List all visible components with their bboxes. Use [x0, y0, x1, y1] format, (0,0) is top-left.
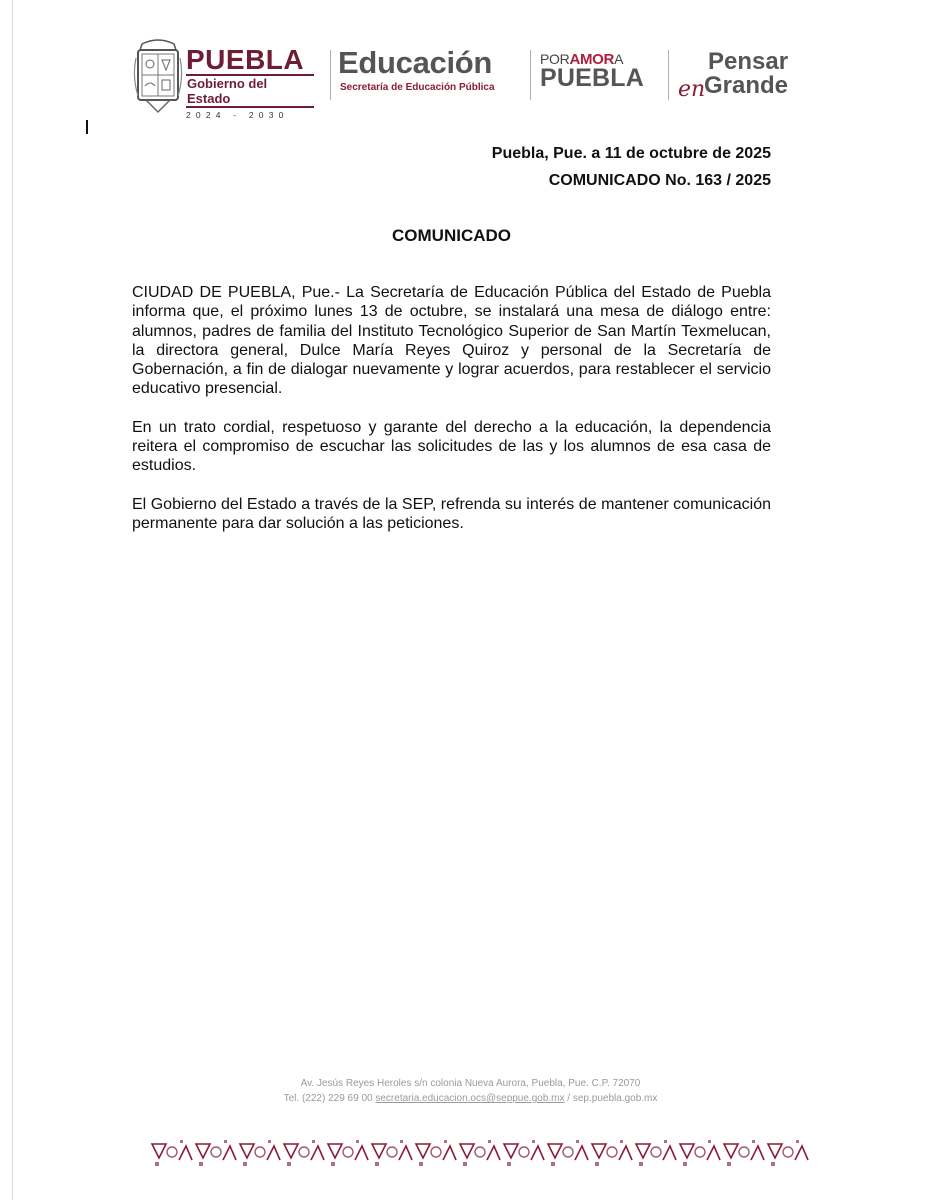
amor-text: AMOR: [569, 51, 615, 68]
por-amor-a-puebla-logo: [540, 52, 644, 90]
document-body: [132, 283, 771, 552]
document-title: COMUNICADO: [392, 226, 511, 245]
administration-years: 2024 - 2030: [186, 110, 289, 120]
document-date: Puebla, Pue. a 11 de octubre de 2025: [491, 145, 771, 162]
educacion-logo: [338, 46, 495, 93]
pensar-en-grande-logo: [678, 50, 818, 110]
logo-divider: [668, 50, 669, 100]
amor-puebla-wordmark: PUEBLA: [540, 64, 644, 92]
body-paragraph: El Gobierno del Estado a través de la SEP, refrenda su interés de mantener comunicación permanente para dar solución a las peticiones.: [132, 495, 771, 532]
educacion-wordmark: Educación: [338, 45, 493, 80]
footer-contact-line: [0, 1091, 941, 1106]
footer: [0, 1076, 941, 1106]
amor-por-text: POR: [540, 51, 570, 67]
decorative-pattern-band: [150, 1136, 820, 1172]
page-border: [12, 0, 13, 1200]
footer-address: Av. Jesús Reyes Heroles s/n colonia Nueva Aurora, Puebla, Pue. C.P. 72070: [300, 1078, 641, 1089]
puebla-government-logo: [186, 46, 314, 120]
footer-separator: /: [567, 1093, 571, 1104]
gobierno-del-estado-label: Gobierno del Estado: [186, 74, 314, 108]
state-coat-of-arms-icon: [132, 36, 184, 114]
footer-tel: Tel. (222) 229 69 00: [283, 1093, 373, 1104]
footer-website: sep.puebla.gob.mx: [572, 1093, 658, 1104]
secretaria-label: Secretaría de Educación Pública: [340, 82, 495, 93]
logo-divider: [530, 50, 531, 100]
en-wordmark: en: [678, 77, 706, 102]
logo-divider: [330, 50, 331, 100]
amor-a-text: A: [614, 51, 624, 67]
text-cursor: [86, 120, 88, 134]
letterhead: [130, 32, 820, 120]
footer-email-link[interactable]: secretaria.educacion.ocs@seppue.gob.mx: [375, 1093, 565, 1104]
puebla-wordmark: PUEBLA: [186, 44, 305, 75]
pensar-wordmark: Pensar: [708, 48, 789, 75]
body-paragraph: En un trato cordial, respetuoso y garante del derecho a la educación, la dependencia reitera el compromiso de escuchar las solicitudes de las y los alumnos de esa casa de estudios.: [132, 418, 771, 475]
grande-wordmark: Grande: [704, 72, 789, 99]
communique-number: COMUNICADO No. 163 / 2025: [548, 172, 771, 189]
body-paragraph: CIUDAD DE PUEBLA, Pue.- La Secretaría de Educación Pública del Estado de Puebla informa que, el próximo lunes 13 de octubre, se instalará una mesa de diálogo entre: alumnos, padres de familia del Instituto Tecnológico Superior de San Martín Texmelucan, la directora general, Dulce María Reyes Quiroz y personal de la Secretaría de Gobernación, a fin de dialogar nuevamente y lograr acuerdos, para restablecer el servicio educativo presencial.: [132, 284, 771, 398]
